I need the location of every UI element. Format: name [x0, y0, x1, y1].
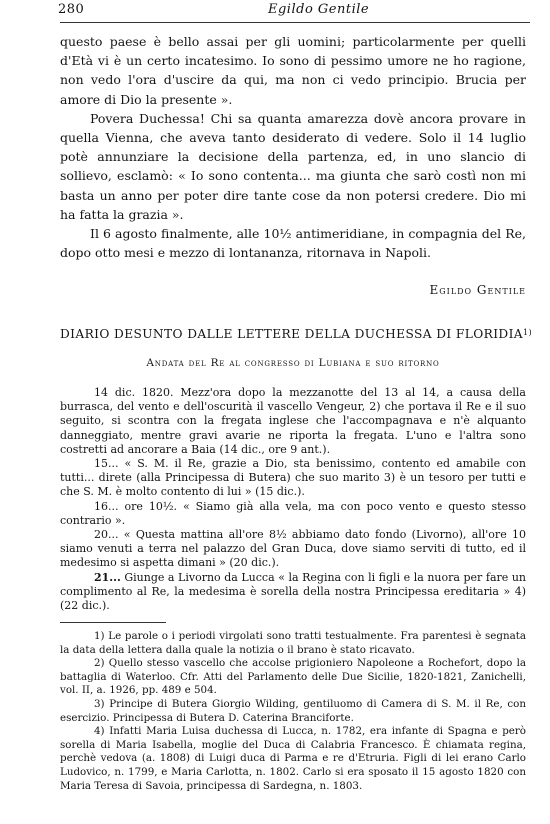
- paragraph: Il 6 agosto finalmente, alle 10½ antimeridiane, in compagnia del Re, dopo otto mesi e mezzo di lontananza, ritornava in Napoli.: [60, 226, 526, 261]
- diary-heading: [60, 327, 533, 341]
- footnote: 1) Le parole o i periodi virgolati sono tratti testualmente. Fra parentesi è segnata la data della lettera dalla quale la notizia o il brano è stato ricavato.: [60, 630, 526, 656]
- header-rule: [60, 22, 530, 23]
- diary-entry: 16... ore 10½. « Siamo già alla vela, ma con poco vento e questo stesso contrario ».: [60, 499, 526, 527]
- diary-entry: 14 dic. 1820. Mezz'ora dopo la mezzanotte del 13 al 14, a causa della burrasca, del vento e dell'oscurità il vascello Vengeur, 2) che portava il Re e il suo seguito, si scontra con la fregata inglese che l'accompagnava e n'è alquanto danneggiato, mentre gravi avarie ne riporta la fregata. L'uno e l'altra sono costretti ad ancorare a Baia (14 dic., ore 9 ant.).: [60, 386, 526, 456]
- page-number: 280: [58, 2, 85, 17]
- diary-entries: [60, 386, 526, 613]
- diary-entry: 15... « S. M. il Re, grazie a Dio, sta benissimo, contento ed amabile con tutti... direte (alla Principessa di Butera) che suo marito 3) è un tesoro per tutti e che S. M. è molto contento di lui » (15 dic.).: [60, 457, 526, 499]
- title-footnote-ref: 1): [523, 328, 533, 337]
- diary-subtitle-block: [60, 357, 526, 369]
- diary-title: DIARIO DESUNTO DALLE LETTERE DELLA DUCHESSA DI FLORIDIA$^{1)}$: [60, 327, 533, 341]
- page-header: [58, 2, 528, 18]
- footnote: 2) Quello stesso vascello che accolse prigioniero Napoleone a Rochefort, dopo la battaglia di Waterloo. Cfr. Atti del Parlamento delle Due Sicilie, 1820-1821, Zanichelli, vol. II, a. 1926, pp. 489 e 504.: [60, 657, 526, 697]
- footnote: 4) Infatti Maria Luisa duchessa di Lucca, n. 1782, era infante di Spagna e però sorella di Maria Isabella, moglie del Duca di Calabria Francesco. È chiamata regina, perchè vedova (a. 1808) di Luigi duca di Parma e re d'Etruria. Figli di lei erano Carlo Ludovico, n. 1799, e Maria Carlotta, n. 1802. Carlo si era sposato il 15 agosto 1820 con Maria Teresa di Savoia, principessa di Sardegna, n. 1803.: [60, 725, 526, 792]
- diary-entry: 21... Giunge a Livorno da Lucca « la Regina con li figli e la nuora per fare un complimento al Re, la medesima è sorella della nostra Principessa ereditaria » 4) (22 dic.).: [60, 570, 526, 613]
- footnote: 3) Principe di Butera Giorgio Wilding, gentiluomo di Camera di S. M. il Re, con esercizio. Principessa di Butera D. Caterina Branciforte.: [60, 697, 526, 724]
- signature-block: [60, 283, 526, 297]
- footnotes: [60, 630, 526, 793]
- diary-entry: 20... « Questa mattina all'ore 8½ abbiamo dato fondo (Livorno), all'ore 10 siamo venuti a terra nel palazzo del Gran Duca, dove siamo serviti di tutto, ed il medesimo si aspetta dimani » (20 dic.).: [60, 528, 526, 570]
- paragraph: questo paese è bello assai per gli uomini; particolarmente per quelli d'Età vi è un certo incatesimo. Io sono di pessimo umore ne ho ragione, non vedo l'ora d'uscire da qui, ma non ci vedo principio. Brucia per amore di Dio la presente ».: [60, 34, 526, 107]
- author-signature: Egildo Gentile: [429, 283, 526, 297]
- running-head: Egildo Gentile: [268, 2, 370, 17]
- paragraph: Povera Duchessa! Chi sa quanta amarezza dovè ancora provare in quella Vienna, che aveva tanto desiderato di vedere. Solo il 14 luglio potè annunziare la decisione della partenza, ed, in uno slancio di sollievo, esclamò: « Io sono contenta... ma giunta che sarò costì non mi basta un anno per poter dire tante cose da non potersi credere. Dio mi ha fatta la grazia ».: [60, 110, 526, 222]
- diary-subtitle: Andata del Re al congresso di Lubiana e suo ritorno: [146, 357, 440, 369]
- main-text: [60, 32, 526, 262]
- footnote-rule: [60, 622, 166, 623]
